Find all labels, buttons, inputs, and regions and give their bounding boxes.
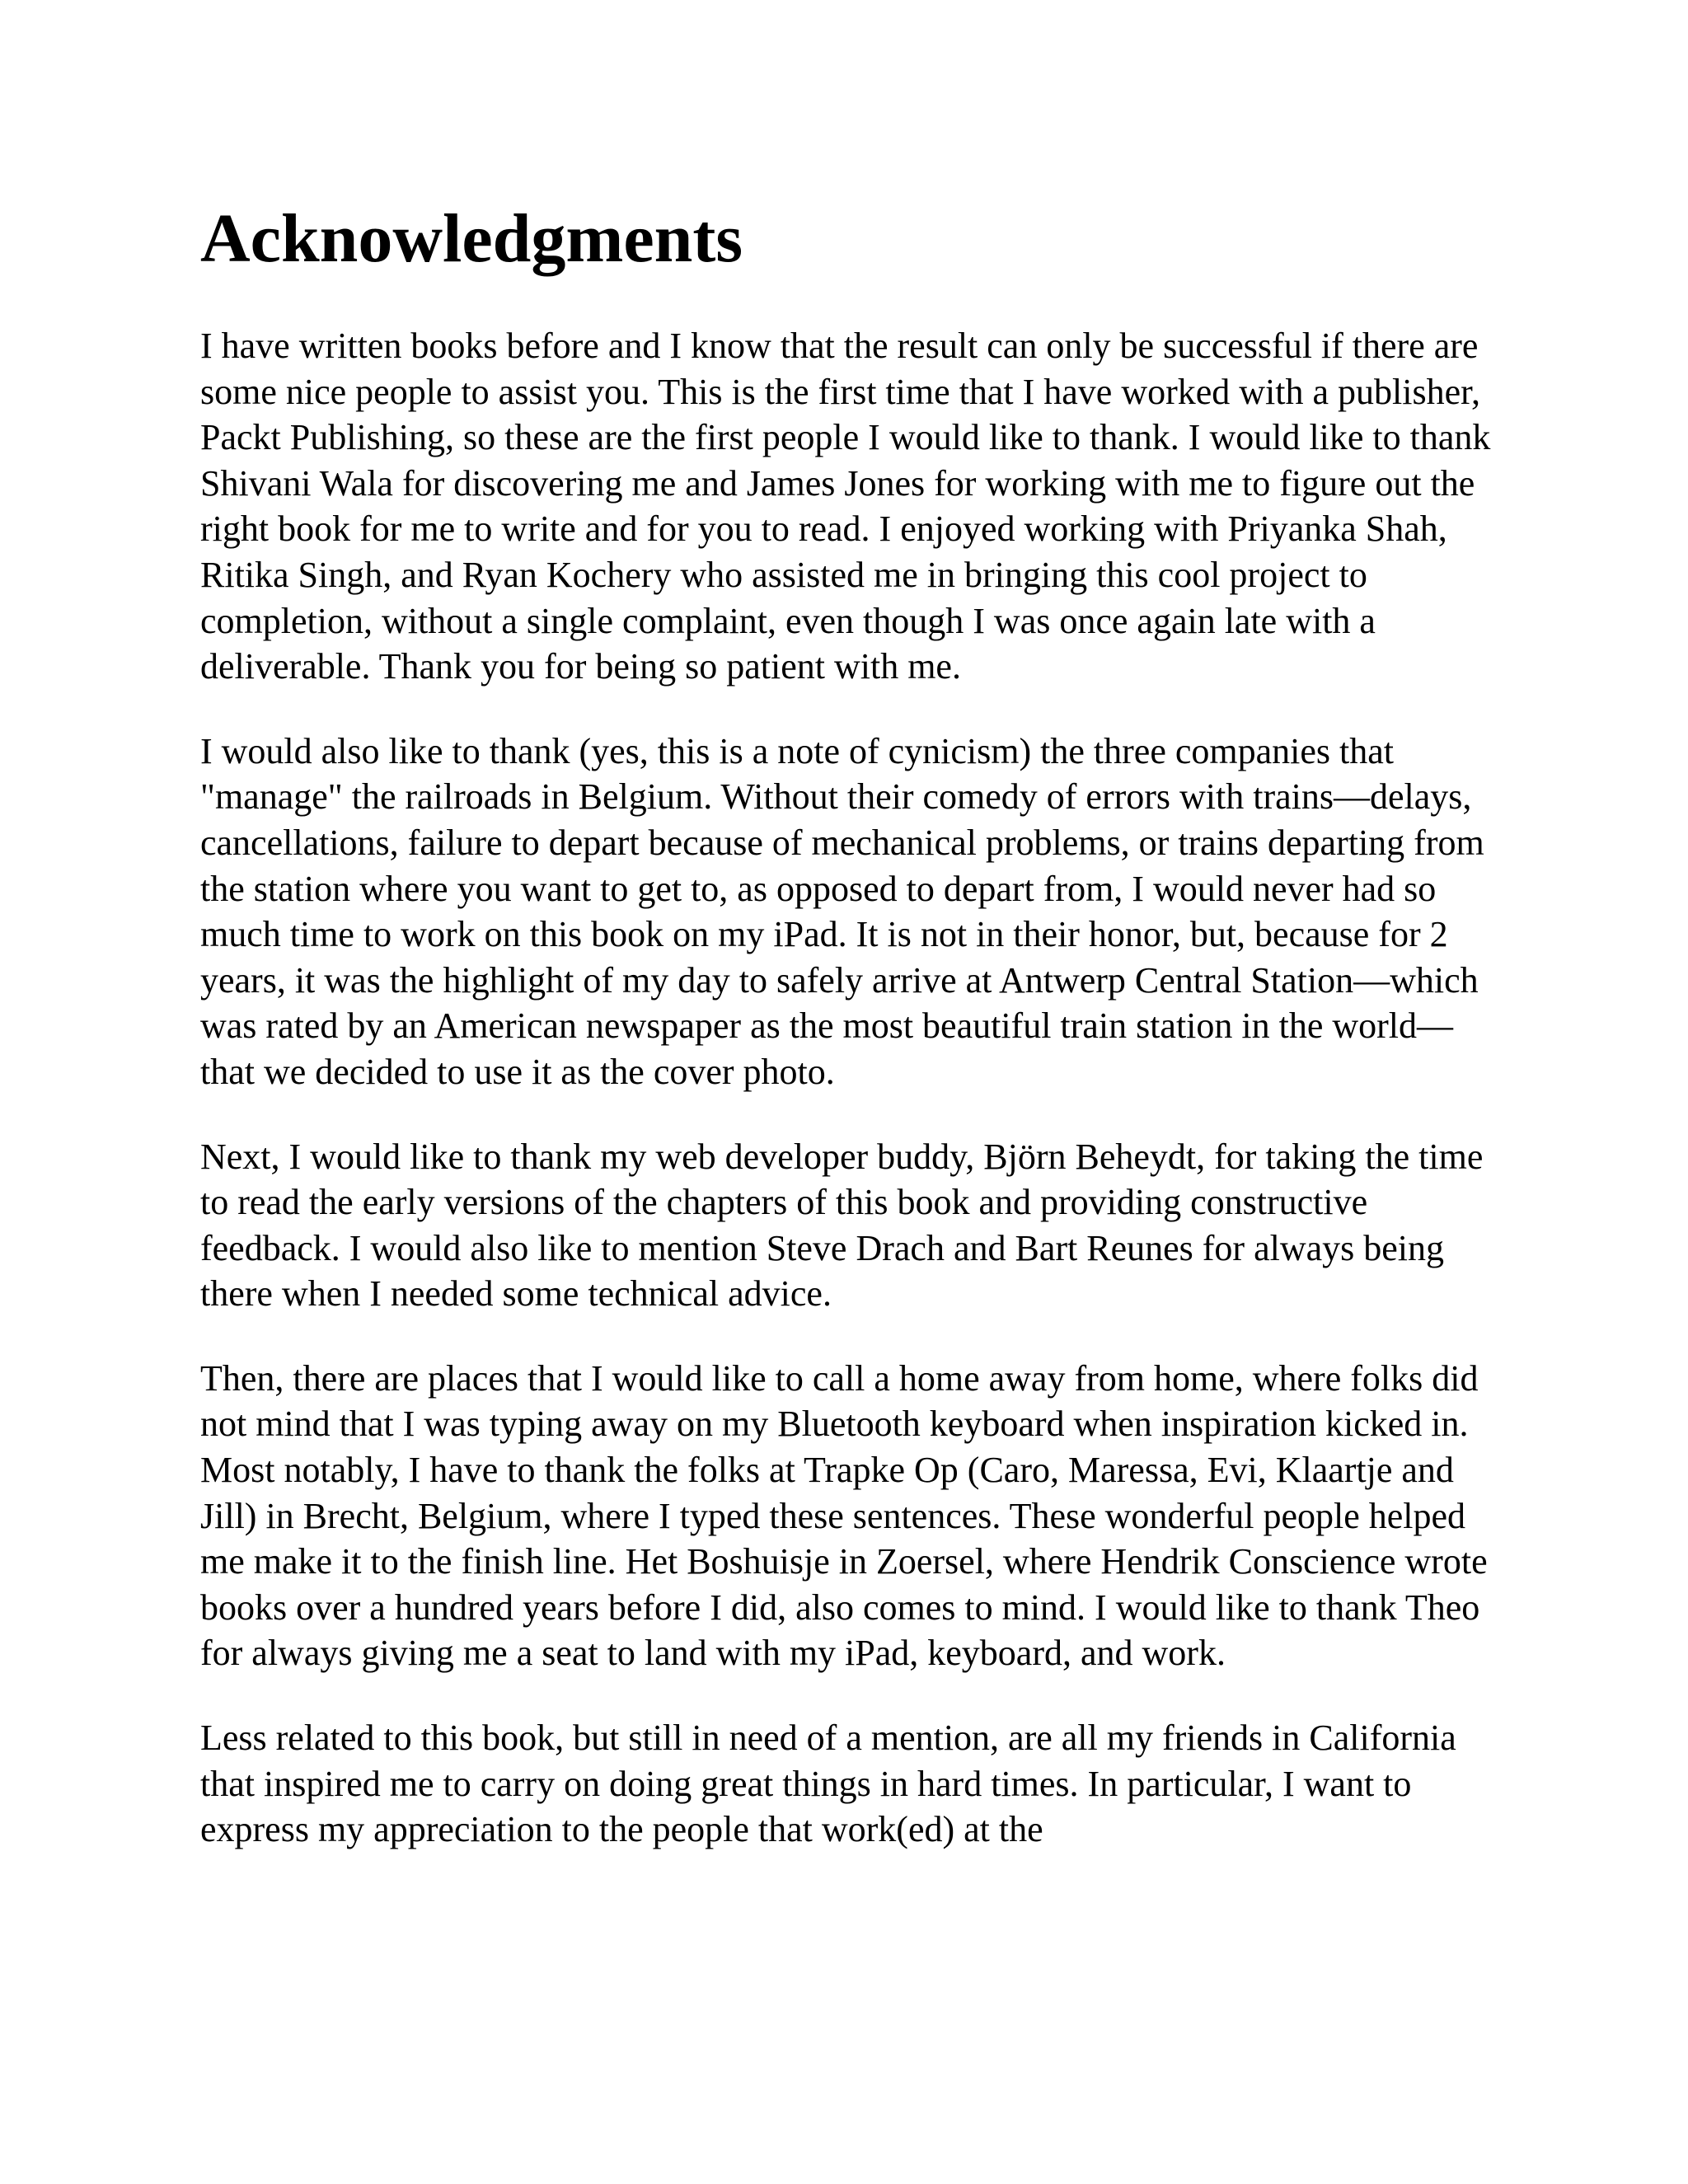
paragraph-california-friends: Less related to this book, but still in need of a mention, are all my friends in California that inspired me to carry on doing great things in hard times. In particular, I want to express my appreciation to the people that work(ed) at the [200, 1718, 1456, 1850]
page-content [200, 198, 1503, 1990]
paragraph-developer-buddy: Next, I would like to thank my web developer buddy, Björn Beheydt, for taking the time to read the early versions of the chapters of this book and providing constructive feedback. I would also like to mention Steve Drach and Bart Reunes for always being there when I needed some technical advice. [200, 1136, 1484, 1315]
page-title: Acknowledgments [200, 200, 743, 277]
paragraph-railroads: I would also like to thank (yes, this is a note of cynicism) the three companies that "manage" the railroads in Belgium. Without their comedy of errors with trains—delays, cancellations, failure to depart because of mechanical problems, or trains departing from the station where you want to get to, as opposed to depart from, I would never had so much time to work on this book on my iPad. It is not in their honor, but, because for 2 years, it was the highlight of my day to safely arrive at Antwerp Central Station—which was rated by an American newspaper as the most beautiful train station in the world—that we decided to use it as the cover photo. [200, 730, 1484, 1092]
paragraph-publisher-thanks: I have written books before and I know that the result can only be successful if there are some nice people to assist you. This is the first time that I have worked with a publisher, Packt Publishing, so these are the first people I would like to thank. I would like to thank Shivani Wala for discovering me and James Jones for working with me to figure out the right book for me to write and for you to read. I enjoyed working with Priyanka Shah, Ritika Singh, and Ryan Kochery who assisted me in bringing this cool project to completion, without a single complaint, even though I was once again late with a deliverable. Thank you for being so patient with me. [200, 326, 1491, 687]
paragraph-places: Then, there are places that I would like to call a home away from home, where folks did not mind that I was typing away on my Bluetooth keyboard when inspiration kicked in. Most notably, I have to thank the folks at Trapke Op (Caro, Maressa, Evi, Klaartje and Jill) in Brecht, Belgium, where I typed these sentences. These wonderful people helped me make it to the finish line. Het Boshuisje in Zoersel, where Hendrik Conscience wrote books over a hundred years before I did, also comes to mind. I would like to thank Theo for always giving me a seat to land with my iPad, keyboard, and work. [200, 1357, 1488, 1674]
